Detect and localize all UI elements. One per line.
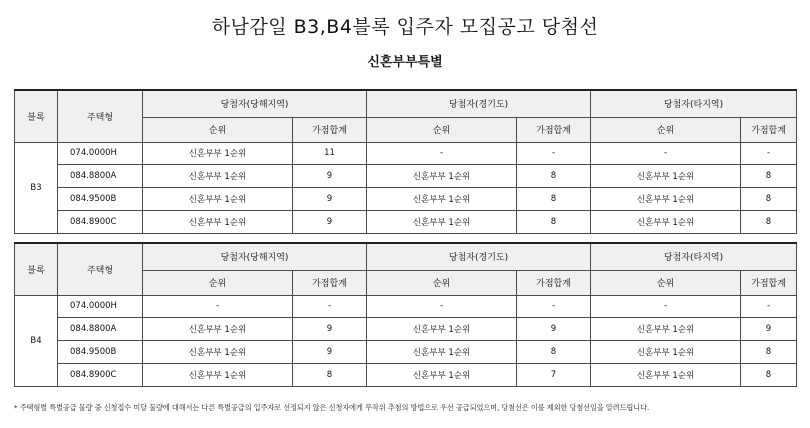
gyeonggi-score-cell: 8: [517, 210, 591, 233]
header-score: 가점합계: [741, 270, 797, 295]
header-block: 블록: [15, 243, 58, 295]
gyeonggi-score-cell: -: [517, 295, 591, 318]
block-cell: B4: [15, 295, 58, 386]
table-row: [15, 188, 797, 211]
local-rank-cell: 신혼부부 1순위: [143, 341, 293, 364]
other-rank-cell: 신혼부부 1순위: [591, 363, 741, 386]
local-rank-cell: 신혼부부 1순위: [143, 165, 293, 188]
local-score-cell: 9: [293, 210, 367, 233]
house-type-cell: 074.0000H: [58, 142, 143, 165]
other-rank-cell: -: [591, 142, 741, 165]
house-type-cell: 084.9500B: [58, 341, 143, 364]
house-type-cell: 074.0000H: [58, 295, 143, 318]
header-region-local: 당첨자(당해지역): [143, 90, 367, 117]
table-row: [15, 142, 797, 165]
gyeonggi-score-cell: 9: [517, 318, 591, 341]
header-rank: 순위: [591, 117, 741, 142]
header-rank: 순위: [143, 270, 293, 295]
other-rank-cell: 신혼부부 1순위: [591, 341, 741, 364]
other-rank-cell: -: [591, 295, 741, 318]
header-score: 가점합계: [741, 117, 797, 142]
header-rank: 순위: [591, 270, 741, 295]
block-cell: B3: [15, 142, 58, 233]
other-score-cell: 8: [741, 165, 797, 188]
other-score-cell: 8: [741, 341, 797, 364]
house-type-cell: 084.8900C: [58, 210, 143, 233]
gyeonggi-rank-cell: -: [367, 142, 517, 165]
other-score-cell: 9: [741, 318, 797, 341]
header-house-type: 주택형: [58, 90, 143, 142]
gyeonggi-rank-cell: 신혼부부 1순위: [367, 188, 517, 211]
gyeonggi-score-cell: -: [517, 142, 591, 165]
house-type-cell: 084.8900C: [58, 363, 143, 386]
other-score-cell: 8: [741, 210, 797, 233]
header-region-other: 당첨자(타지역): [591, 90, 797, 117]
table-row: [15, 341, 797, 364]
table-row: [15, 295, 797, 318]
gyeonggi-rank-cell: 신혼부부 1순위: [367, 318, 517, 341]
other-score-cell: 8: [741, 188, 797, 211]
gyeonggi-score-cell: 7: [517, 363, 591, 386]
footnote: * 주택형별 특별공급 물량 중 신청접수 미달 물량에 대해서는 다른 특별공급의 입주자로 선정되지 않은 신청자에게 무작위 추첨의 방법으로 우선 공급되었으며, 당첨선은 이를 제외한 당첨선임을 알려드립니다.: [14, 403, 650, 412]
other-rank-cell: 신혼부부 1순위: [591, 165, 741, 188]
gyeonggi-rank-cell: 신혼부부 1순위: [367, 210, 517, 233]
table-row: [15, 165, 797, 188]
gyeonggi-score-cell: 8: [517, 188, 591, 211]
house-type-cell: 084.8800A: [58, 165, 143, 188]
local-score-cell: 9: [293, 188, 367, 211]
gyeonggi-rank-cell: 신혼부부 1순위: [367, 363, 517, 386]
header-block: 블록: [15, 90, 58, 142]
header-region-gyeonggi: 당첨자(경기도): [367, 90, 591, 117]
other-rank-cell: 신혼부부 1순위: [591, 188, 741, 211]
header-score: 가점합계: [293, 270, 367, 295]
other-rank-cell: 신혼부부 1순위: [591, 210, 741, 233]
table-row: [15, 363, 797, 386]
header-score: 가점합계: [293, 117, 367, 142]
results-table-b4: [14, 242, 797, 387]
local-score-cell: 9: [293, 165, 367, 188]
local-score-cell: 9: [293, 341, 367, 364]
header-rank: 순위: [367, 117, 517, 142]
house-type-cell: 084.9500B: [58, 188, 143, 211]
gyeonggi-score-cell: 8: [517, 341, 591, 364]
page-subtitle: 신혼부부특별: [367, 55, 443, 70]
results-table-b3: [14, 89, 797, 234]
local-score-cell: 11: [293, 142, 367, 165]
gyeonggi-rank-cell: -: [367, 295, 517, 318]
local-score-cell: -: [293, 295, 367, 318]
header-region-gyeonggi: 당첨자(경기도): [367, 243, 591, 270]
header-score: 가점합계: [517, 117, 591, 142]
house-type-cell: 084.8800A: [58, 318, 143, 341]
table-row: [15, 210, 797, 233]
gyeonggi-rank-cell: 신혼부부 1순위: [367, 165, 517, 188]
header-score: 가점합계: [517, 270, 591, 295]
gyeonggi-score-cell: 8: [517, 165, 591, 188]
table-row: [15, 318, 797, 341]
local-score-cell: 9: [293, 318, 367, 341]
local-rank-cell: -: [143, 295, 293, 318]
other-score-cell: -: [741, 142, 797, 165]
local-rank-cell: 신혼부부 1순위: [143, 318, 293, 341]
gyeonggi-rank-cell: 신혼부부 1순위: [367, 341, 517, 364]
header-region-local: 당첨자(당해지역): [143, 243, 367, 270]
header-house-type: 주택형: [58, 243, 143, 295]
other-rank-cell: 신혼부부 1순위: [591, 318, 741, 341]
other-score-cell: 8: [741, 363, 797, 386]
header-rank: 순위: [143, 117, 293, 142]
header-rank: 순위: [367, 270, 517, 295]
other-score-cell: -: [741, 295, 797, 318]
local-rank-cell: 신혼부부 1순위: [143, 363, 293, 386]
local-rank-cell: 신혼부부 1순위: [143, 188, 293, 211]
local-rank-cell: 신혼부부 1순위: [143, 142, 293, 165]
local-rank-cell: 신혼부부 1순위: [143, 210, 293, 233]
local-score-cell: 8: [293, 363, 367, 386]
header-region-other: 당첨자(타지역): [591, 243, 797, 270]
page-title: 하남감일 B3,B4블록 입주자 모집공고 당첨선: [211, 16, 599, 38]
